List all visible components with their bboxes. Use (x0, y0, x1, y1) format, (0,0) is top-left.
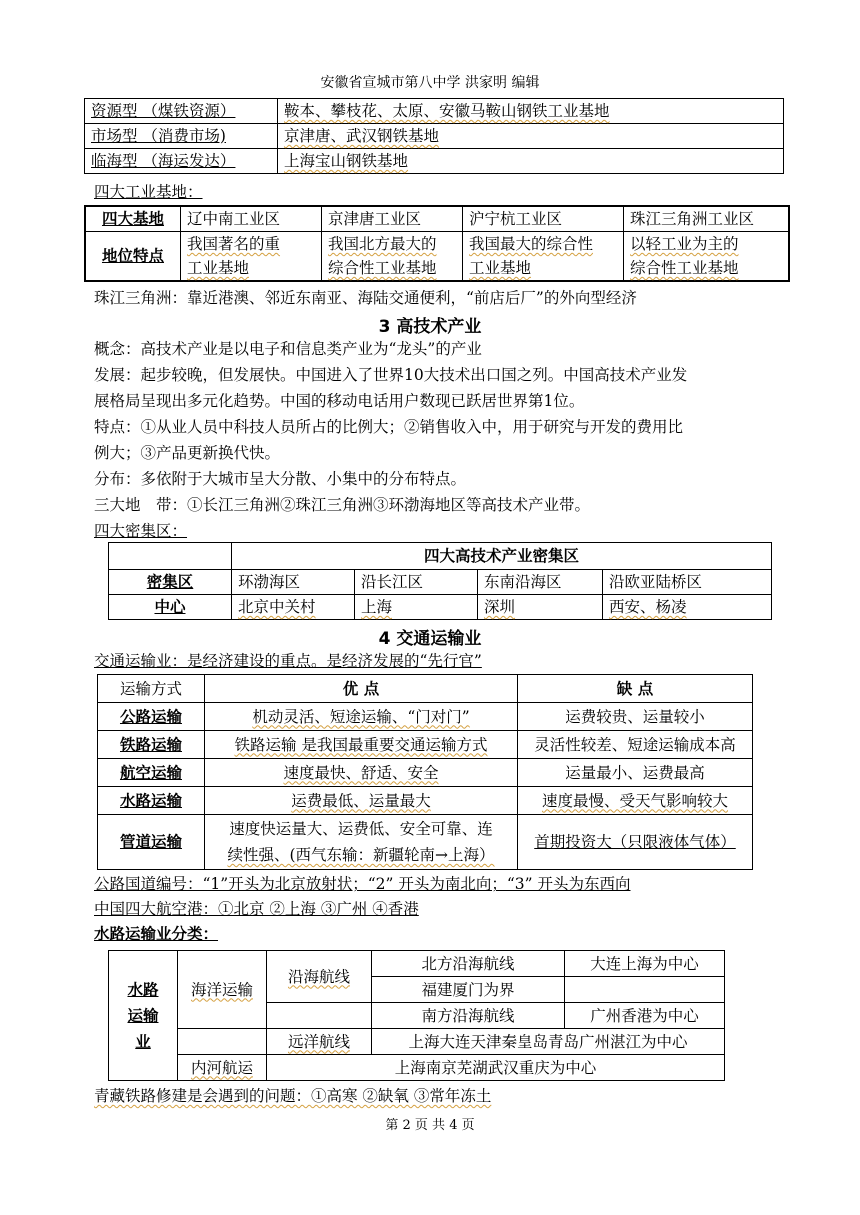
base-name-cell: 辽中南工业区 (181, 206, 322, 232)
zone-cell: 沿欧亚陆桥区 (603, 570, 772, 595)
transport-pro: 铁路运输 是我国最重要交通运输方式 (205, 731, 518, 759)
base-name-cell: 珠江三角洲工业区 (624, 206, 790, 232)
transport-pro: 速度最快、舒适、安全 (205, 759, 518, 787)
far-ports: 上海大连天津秦皇岛青岛广州湛江为中心 (372, 1029, 725, 1055)
zone-cell: 环渤海区 (232, 570, 355, 595)
zone-center-cell: 西安、杨凌 (603, 595, 772, 620)
steel-base-cell: 鞍本、攀枝花、太原、安徽马鞍山钢铁工业基地 (278, 99, 784, 124)
steel-base-cell: 上海宝山钢铁基地 (278, 149, 784, 174)
transport-mode: 公路运输 (98, 703, 205, 731)
table-row (109, 1055, 725, 1081)
water-head: 水路 运输 业 (109, 951, 178, 1081)
zone-center-cell: 北京中关村 (232, 595, 355, 620)
transport-con: 灵活性较差、短途运输成本高 (518, 731, 753, 759)
page-header: 安徽省宣城市第八中学 洪家明 编辑 (320, 75, 540, 91)
hightech-zones-table (108, 542, 772, 620)
zones-title: 四大高技术产业密集区 (232, 543, 772, 570)
airports-line: 中国四大航空港：①北京 ②上海 ③广州 ④香港 (94, 900, 419, 918)
zones-row-head: 密集区 (109, 570, 232, 595)
table-row (109, 1029, 725, 1055)
transport-pro: 速度快运量大、运费低、安全可靠、连 续性强、(西气东输：新疆轮南→上海） (205, 815, 518, 870)
section-4-title: 4 交通运输业 (378, 629, 482, 649)
zones-row-head: 中心 (109, 595, 232, 620)
pearl-delta-line: 珠江三角洲：靠近港澳、邻近东南亚、海陆交通便利，“前店后厂”的外向型经济 (94, 289, 637, 307)
transport-con: 首期投资大（只限液体气体） (518, 815, 753, 870)
page-footer: 第 2 页 共 4 页 (385, 1118, 475, 1133)
base-name-cell: 沪宁杭工业区 (463, 206, 624, 232)
table-row (85, 124, 784, 149)
table-row (109, 543, 772, 570)
table-row (98, 675, 753, 703)
highway-line: 公路国道编号：“1”开头为北京放射状；“2” 开头为南北向；“3” 开头为东西向 (94, 875, 631, 893)
base-status-cell: 我国最大的综合性 工业基地 (463, 232, 624, 282)
table-row (98, 703, 753, 731)
zones-label: 四大密集区： (94, 522, 188, 540)
concept-line: 概念：高技术产业是以电子和信息类产业为“龙头”的产业 (94, 340, 482, 358)
steel-type-cell: 临海型 （海运发达） (85, 149, 278, 174)
zone-cell: 沿长江区 (355, 570, 478, 595)
transport-col-header: 运输方式 (98, 675, 205, 703)
development-line: 发展：起步较晚，但发展快。中国进入了世界10大技术出口国之列。中国高技术产业发 (94, 366, 688, 384)
coastal-route: 沿海航线 (267, 951, 372, 1003)
table-row (85, 206, 789, 232)
table-row (98, 815, 753, 870)
steel-base-table (84, 98, 784, 174)
table-row (85, 149, 784, 174)
development-line: 展格局呈现出多元化趋势。中国的移动电话用户数现已跃居世界第1位。 (94, 392, 585, 410)
transport-mode: 管道运输 (98, 815, 205, 870)
table-row (109, 570, 772, 595)
section-3-title: 3 高技术产业 (378, 317, 482, 337)
transport-pro: 机动灵活、短途运输、“门对门” (205, 703, 518, 731)
water-transport-table (108, 950, 725, 1081)
table-row (85, 232, 789, 282)
table-row (85, 99, 784, 124)
steel-base-cell: 京津唐、武汉钢铁基地 (278, 124, 784, 149)
status-head: 地位特点 (85, 232, 181, 282)
empty-cell (178, 1029, 267, 1055)
ocean-transport: 海洋运输 (178, 951, 267, 1029)
table-row (98, 787, 753, 815)
water-label: 水路运输业分类： (94, 925, 219, 943)
transport-mode: 铁路运输 (98, 731, 205, 759)
route-cell: 福建厦门为界 (372, 977, 565, 1003)
base-status-cell: 我国著名的重 工业基地 (181, 232, 322, 282)
table-row (109, 595, 772, 620)
base-name-cell: 京津唐工业区 (322, 206, 463, 232)
inland-ports: 上海南京芜湖武汉重庆为中心 (267, 1055, 725, 1081)
qinghai-line: 青藏铁路修建是会遇到的问题：①高寒 ②缺氧 ③常年冻土 (94, 1087, 492, 1105)
route-center-cell: 广州香港为中心 (565, 1003, 725, 1029)
feature-line: 例大；③产品更新换代快。 (94, 444, 281, 462)
empty-cell (267, 1003, 372, 1029)
empty-cell (565, 977, 725, 1003)
four-bases-table (84, 205, 790, 282)
zone-cell: 东南沿海区 (478, 570, 603, 595)
route-cell: 北方沿海航线 (372, 951, 565, 977)
transport-con: 运量最小、运费最高 (518, 759, 753, 787)
steel-type-cell: 市场型 （消费市场) (85, 124, 278, 149)
belts-line: 三大地 带：①长江三角洲②珠江三角洲③环渤海地区等高技术产业带。 (94, 496, 591, 514)
feature-line: 特点：①从业人员中科技人员所占的比例大；②销售收入中，用于研究与开发的费用比 (94, 418, 684, 436)
steel-type-cell: 资源型 （煤铁资源） (85, 99, 278, 124)
table-row (109, 951, 725, 977)
zone-center-cell: 上海 (355, 595, 478, 620)
transport-col-header: 缺 点 (518, 675, 753, 703)
four-bases-head: 四大基地 (85, 206, 181, 232)
table-row (98, 731, 753, 759)
base-status-cell: 以轻工业为主的 综合性工业基地 (624, 232, 790, 282)
empty-cell (109, 543, 232, 570)
base-status-cell: 我国北方最大的 综合性工业基地 (322, 232, 463, 282)
transport-intro: 交通运输业：是经济建设的重点。是经济发展的“先行官” (94, 652, 482, 670)
route-center-cell: 大连上海为中心 (565, 951, 725, 977)
table-row (98, 759, 753, 787)
transport-mode: 水路运输 (98, 787, 205, 815)
transport-con: 运费较贵、运量较小 (518, 703, 753, 731)
four-bases-label: 四大工业基地： (94, 183, 203, 201)
transport-mode: 航空运输 (98, 759, 205, 787)
inland-transport: 内河航运 (178, 1055, 267, 1081)
transport-col-header: 优 点 (205, 675, 518, 703)
zone-center-cell: 深圳 (478, 595, 603, 620)
distribution-line: 分布：多依附于大城市呈大分散、小集中的分布特点。 (94, 470, 467, 488)
transport-con: 速度最慢、受天气影响较大 (518, 787, 753, 815)
transport-pro: 运费最低、运量最大 (205, 787, 518, 815)
transport-table (97, 674, 753, 870)
route-cell: 南方沿海航线 (372, 1003, 565, 1029)
far-route: 远洋航线 (267, 1029, 372, 1055)
